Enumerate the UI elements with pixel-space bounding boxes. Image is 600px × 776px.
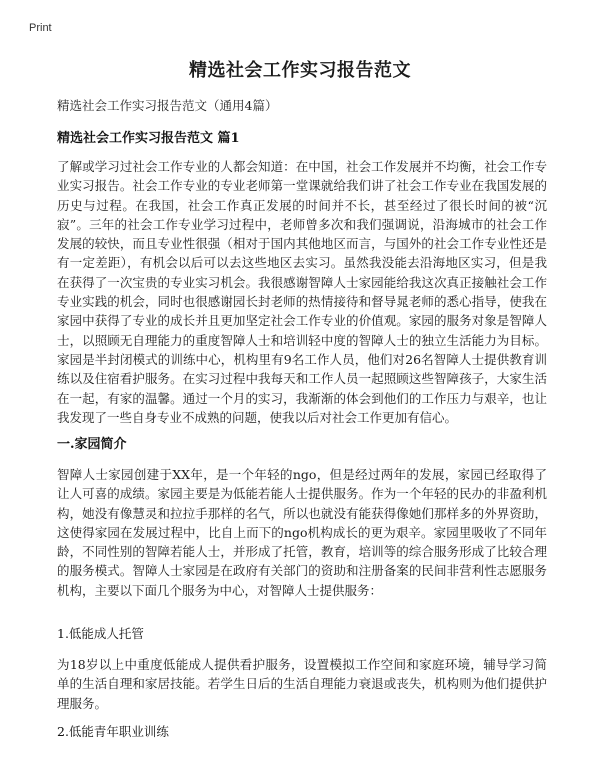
paragraph-home-intro: 智障人士家园创建于XX年，是一个年轻的ngo，但是经过两年的发展，家园已经取得了让人可喜的成绩。家园主要是为低能若能人士提供服务。作为一个年轻的民办的非盈利机构，她没有像慧灵和拉拉手那样的名气，所以也就没有能获得像她们那样多的外界资助，这使得家园在发展过程中，比自上而下的ngo机构成长的更为艰辛。家园里吸收了不同年龄，不同性别的智障若能人士，并形成了托管，教育，培训等的综合服务形成了比较合理的服务模式。智障人士家园是在政府有关部门的资助和注册备案的民间非营利性志愿服务机构，主要以下面几个服务为中心，对智障人士提供服务：: [57, 467, 547, 598]
subsection-heading-adult-care: 1.低能成人托管: [57, 626, 144, 641]
subsection-heading-youth-training: 2.低能青年职业训练: [57, 724, 169, 739]
document-title: 精选社会工作实习报告范文: [189, 60, 411, 81]
print-link[interactable]: Print: [29, 22, 52, 34]
article-heading: 精选社会工作实习报告范文 篇1: [57, 131, 240, 146]
paragraph-intro: 了解或学习过社会工作专业的人都会知道：在中国，社会工作发展并不均衡，社会工作专业实习报告。社会工作专业的专业老师第一堂课就给我们讲了社会工作专业在我国发展的历史与过程。在我国，社会工作真正发展的时间并不长，甚至经过了很长时间的被“沉寂”。三年的社会工作专业学习过程中，老师曾多次和我们强调说，沿海城市的社会工作发展的较快，而且专业性很强（相对于国内其他地区而言，与国外的社会工作专业性还是有一定差距），有机会以后可以去这些地区去实习。虽然我没能去沿海地区实习，但是我在获得了一次宝贵的专业实习机会。我很感谢智障人士家园能给我这次真正接触社会工作专业实践的机会，同时也很感谢园长封老师的热情接待和督导晁老师的悉心指导，使我在家园中获得了专业的成长并且更加坚定社会工作专业的价值观。家园的服务对象是智障人士，以照顾无自理能力的重度智障人士和培训轻中度的智障人士的独立生活能力为目标。家园是半封闭模式的训练中心，机构里有9名工作人员，他们对26名智障人士提供教育训练以及住宿看护服务。在实习过程中我每天和工作人员一起照顾这些智障孩子，大家生活在一起，有家的温馨。通过一个月的实习，我渐渐的体会到他们的工作压力与艰辛，也让我发现了一些自身专业不成熟的问题，使我以后对社会工作更加有信心。: [57, 159, 547, 425]
section-heading-home-intro: 一.家园简介: [57, 437, 127, 452]
document-subtitle: 精选社会工作实习报告范文（通用4篇）: [57, 98, 278, 113]
paragraph-adult-care: 为18岁以上中重度低能成人提供看护服务，设置模拟工作空间和家庭环境，辅导学习简单的生活自理和家居技能。若学生日后的生活自理能力衰退或丧失，机构则为他们提供护理服务。: [57, 657, 547, 711]
